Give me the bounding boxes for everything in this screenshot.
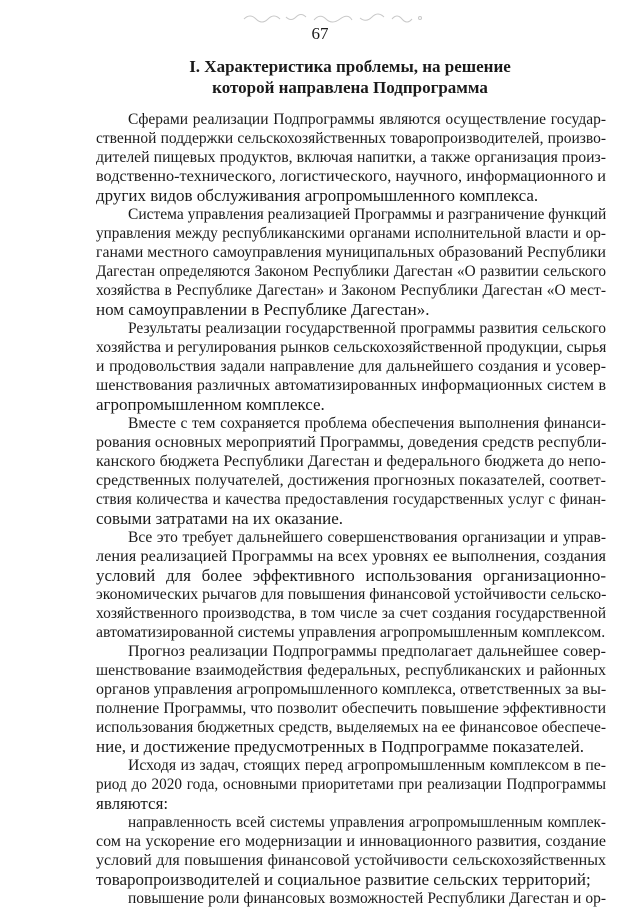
paragraph-line: повышение роли финансовых возможностей Республики Дагестан и ор-: [128, 890, 606, 907]
paragraph-line: шенствования различных автоматизированных информационных систем в: [96, 377, 606, 394]
paragraph-line: экономических рычагов для повышения финансовой устойчивости сельско-: [96, 586, 606, 603]
paragraph: [96, 642, 606, 756]
paragraph-line: рования основных мероприятий Программы, доведения средств республи-: [96, 434, 606, 451]
paragraph: [96, 414, 606, 528]
paragraph-line: других видов обслуживания агропромышленного комплекса.: [96, 186, 539, 205]
paragraph-line: органов управления агропромышленного комплекса, ответственных за вы-: [96, 681, 606, 698]
paragraph-line: являются:: [96, 794, 169, 813]
paragraph-line: риод до 2020 года, основными приоритетами при реализации Подпрограммы: [96, 776, 606, 793]
paragraph: [96, 528, 606, 642]
paragraph-line: Вместе с тем сохраняется проблема обеспечения выполнения финанси-: [128, 415, 606, 432]
page-number: 67: [311, 24, 329, 43]
paragraph-line: ления реализацией Программы на всех уровнях ее выполнения, создания: [96, 547, 606, 565]
paragraph: [96, 319, 606, 414]
paragraph-line: условий для более эффективного использования организационно-: [96, 566, 606, 585]
paragraph-line: хозяйства и регулирования рынков сельскохозяйственной продукции, сырья: [96, 339, 606, 356]
paragraph-line: ганами местного самоуправления муниципальных образований Республики: [96, 244, 606, 261]
heading-line-1: I. Характеристика проблемы, на решение: [189, 57, 511, 76]
paragraph-line: полнение Программы, что позволит обеспечить повышение эффективности: [96, 700, 606, 717]
paragraph-line: Прогноз реализации Подпрограммы предполагает дальнейшее совер-: [128, 643, 606, 660]
paragraph-line: агропромышленном комплексе.: [96, 395, 325, 414]
paragraph-line: автоматизированной системы управления агропромышленным комплексом.: [96, 624, 606, 641]
paragraph-line: водственно-технического, логистического, научного, информационного и: [96, 167, 606, 185]
paragraph: [96, 205, 606, 319]
paragraph-line: Исходя из задач, стоящих перед агропромышленным комплексом в пе-: [128, 757, 606, 774]
body-text: [96, 110, 606, 908]
heading-line-2: которой направлена Подпрограмма: [212, 78, 488, 97]
section-heading: [120, 56, 580, 98]
paragraph-line: Дагестан определяются Законом Республики Дагестан «О развитии сельского: [96, 263, 606, 280]
paragraph-line: совыми затратами на их оказание.: [96, 509, 343, 528]
paragraph-line: хозяйства в Республике Дагестан» и Законом Республики Дагестан «О мест-: [96, 282, 606, 299]
paragraph-line: хозяйственного производства, в том числе за счет создания государственной: [96, 605, 606, 622]
paragraph: [96, 813, 606, 889]
paragraph-line: средственных получателей, достижения прогнозных показателей, соответ-: [96, 472, 606, 489]
paragraph-line: управления между республиканскими органами исполнительной власти и ор-: [96, 225, 606, 242]
paragraph-line: ном самоуправлении в Республике Дагестан».: [96, 300, 430, 319]
paragraph-line: и продовольствия задали направление для дальнейшего создания и усовер-: [96, 358, 606, 375]
paragraph: [96, 756, 606, 813]
paragraph-line: Результаты реализации государственной программы развития сельского: [128, 320, 606, 337]
paragraph-line: направленность всей системы управления агропромышленным комплек-: [128, 814, 606, 831]
paragraph-line: ние, и достижение предусмотренных в Подпрограмме показателей.: [96, 737, 584, 756]
paragraph-line: шенствование взаимодействия федеральных, республиканских и районных: [96, 662, 606, 679]
paragraph-line: дителей пищевых продуктов, включая напитки, а также организация произ-: [96, 149, 606, 166]
paragraph: [96, 110, 606, 205]
paragraph-line: сом на ускорение его модернизации и инновационного развития, создание: [96, 833, 606, 850]
paragraph-line: Сферами реализации Подпрограммы являются осуществление государ-: [128, 111, 606, 128]
paragraph-line: условий для повышения финансовой устойчивости сельскохозяйственных: [96, 852, 606, 869]
paragraph-line: товаропроизводителей и социальное развитие сельских территорий;: [96, 870, 591, 889]
paragraph-line: Система управления реализацией Программы и разграничение функций: [128, 206, 606, 223]
paragraph-line: ственной поддержки сельскохозяйственных товаропроизводителей, произво-: [96, 130, 606, 147]
paragraph-line: канского бюджета Республики Дагестан и федерального бюджета до непо-: [96, 453, 606, 470]
paragraph-line: ствия количества и качества предоставления государственных услуг с финан-: [96, 491, 606, 508]
paragraph-line: Все это требует дальнейшего совершенствования организации и управ-: [128, 529, 606, 546]
paragraph-line: использования бюджетных средств, выделяемых на ее финансовое обеспече-: [96, 719, 606, 736]
paragraph: [96, 889, 606, 908]
